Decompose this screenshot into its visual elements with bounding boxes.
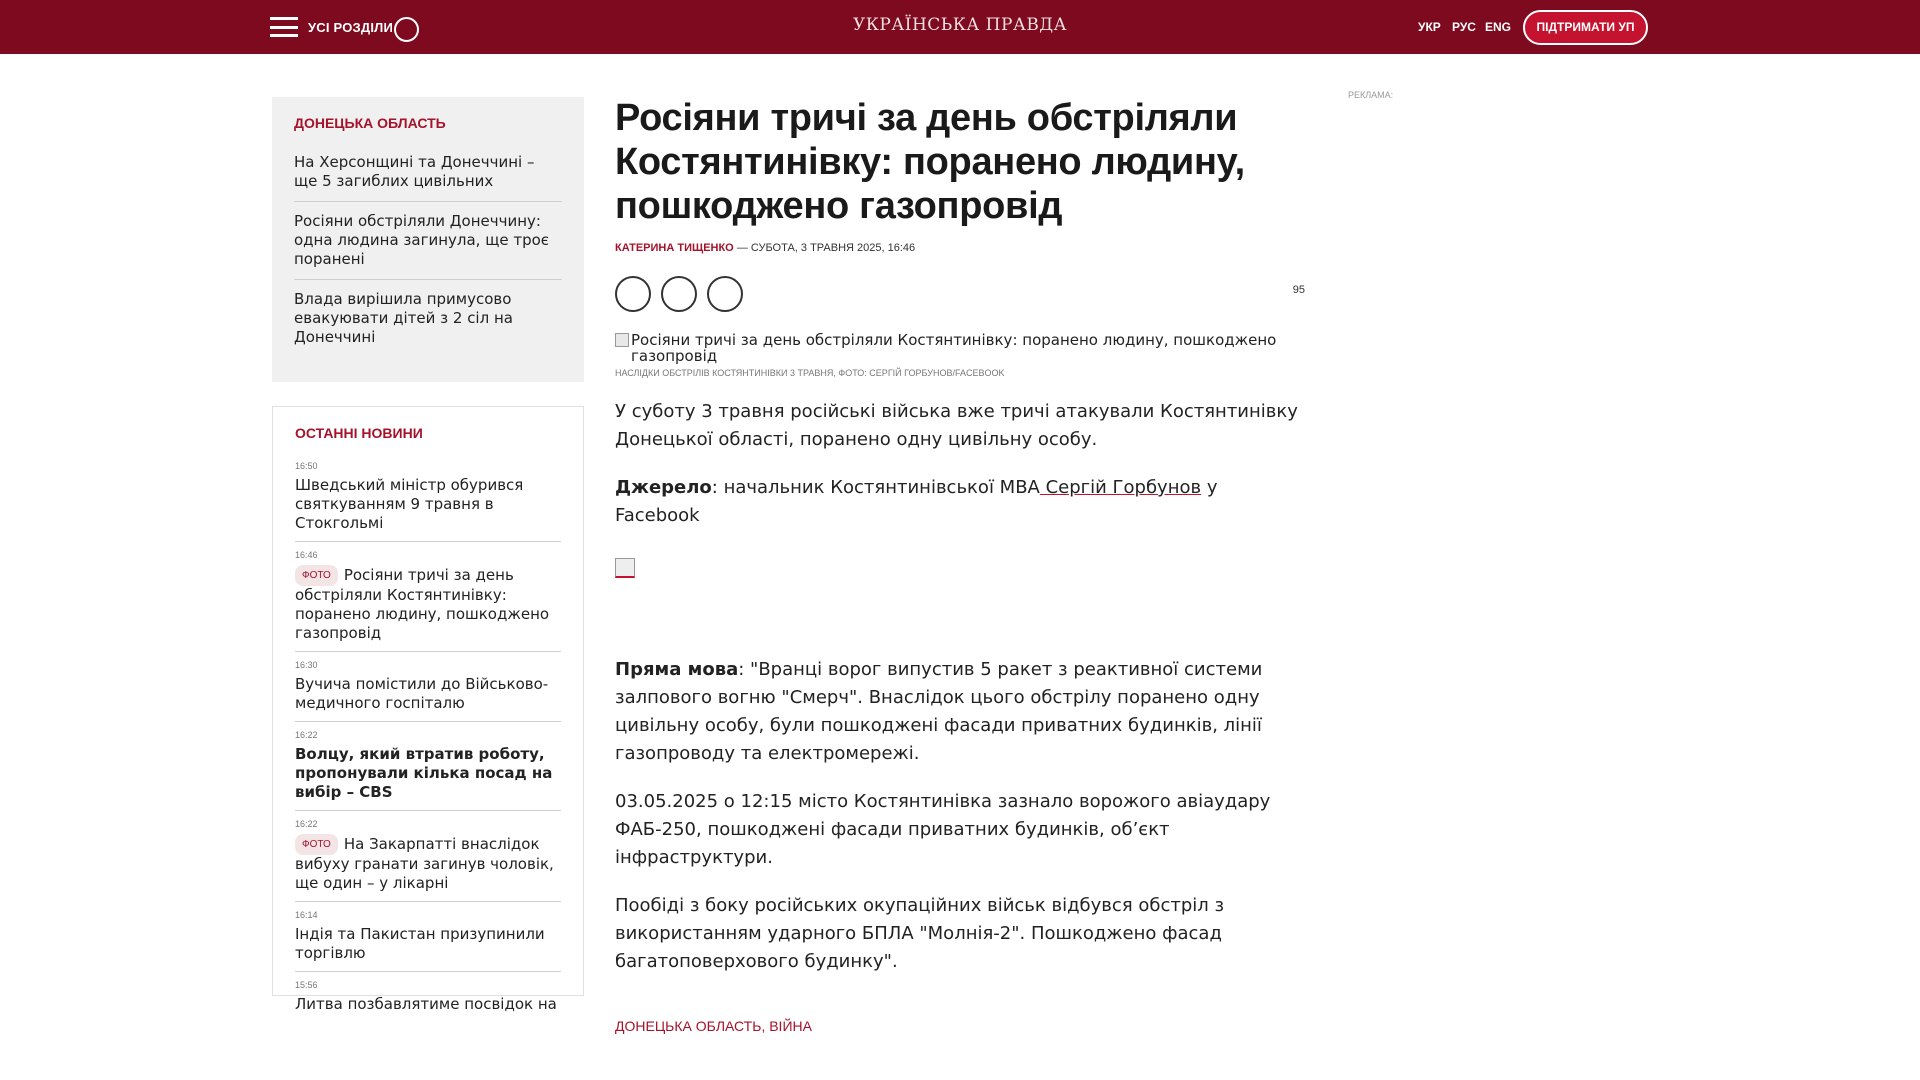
region-box-title[interactable]: ДОНЕЦЬКА ОБЛАСТЬ (294, 115, 446, 131)
lang-ukr[interactable]: УКР (1418, 20, 1441, 34)
facebook-share-icon[interactable] (615, 276, 651, 312)
region-news-box (272, 97, 584, 382)
embedded-post-image[interactable] (615, 558, 635, 578)
article-date: СУБОТА, 3 ТРАВНЯ 2025, 16:46 (750, 242, 916, 254)
source-tail: у Facebook (615, 477, 1218, 526)
latest-news-item[interactable] (295, 652, 561, 722)
news-time: 16:46 (295, 550, 318, 560)
article-lead: У суботу 3 травня російські війська вже тричі атакували Костянтинівку Донецької області, поранено одну цивільну особу. (615, 401, 1298, 450)
latest-news-item[interactable] (295, 902, 561, 972)
tag-separator: , (761, 1018, 770, 1034)
latest-news-item[interactable] (295, 453, 561, 542)
news-title[interactable]: Індія та Пакистан призупинили торгівлю (295, 925, 545, 962)
article-source (615, 474, 1305, 530)
tag-link[interactable]: ДОНЕЦЬКА ОБЛАСТЬ (615, 1018, 762, 1034)
site-logo[interactable]: УКРАЇНСЬКА ПРАВДА (852, 15, 1068, 35)
news-title-wrap[interactable] (295, 834, 561, 893)
photo-badge: ФОТО (295, 834, 338, 855)
source-label: Джерело (615, 477, 712, 498)
support-button[interactable]: ПІДТРИМАТИ УП (1523, 10, 1648, 45)
news-title-wrap[interactable] (295, 565, 561, 643)
article (615, 96, 1305, 1034)
embed-spacer (615, 578, 1305, 636)
tag-link[interactable]: ВІЙНА (769, 1018, 812, 1034)
news-time: 16:22 (295, 819, 318, 829)
latest-news-item[interactable] (295, 722, 561, 811)
share-bar (615, 276, 1305, 312)
article-paragraph: 03.05.2025 о 12:15 місто Костянтинівка зазнало ворожого авіаудару ФАБ-250, пошкоджені фасади приватних будинків, об’єкт інфраструктури. (615, 791, 1271, 868)
article-author[interactable]: КАТЕРИНА ТИЩЕНКО (615, 242, 734, 254)
byline-separator: — (736, 242, 751, 254)
photo-badge: ФОТО (295, 565, 338, 586)
all-sections-link[interactable]: УСІ РОЗДІЛИ (308, 20, 393, 35)
lang-rus[interactable]: РУС (1452, 20, 1476, 34)
article-byline (615, 242, 1305, 254)
region-news-item[interactable]: На Херсонщині та Донеччині – ще 5 загиблих цивільних (294, 143, 562, 202)
latest-news-item[interactable] (295, 811, 561, 902)
news-title[interactable]: Вучича помістили до Військово-медичного госпіталю (295, 675, 549, 712)
image-caption: НАСЛІДКИ ОБСТРІЛІВ КОСТЯНТИНІВКИ 3 ТРАВНЯ, ФОТО: СЕРГІЙ ГОРБУНОВ/FACEBOOK (615, 368, 1005, 378)
news-title[interactable]: Волцу, який втратив роботу, пропонували кілька посад на вибір – CBS (295, 745, 553, 801)
news-time: 15:56 (295, 980, 318, 990)
latest-news-item[interactable] (295, 972, 561, 1022)
source-link[interactable]: Сергій Горбунов (1039, 477, 1202, 498)
news-title[interactable]: Росіяни тричі за день обстріляли Костянтинівку: поранено людину, пошкоджено газопровід (295, 566, 550, 642)
quote-text: : "Вранці ворог випустив 5 ракет з реактивної системи залпового вогню "Смерч". Внаслідок цього обстрілу поранено одну цивільну особу, були пошкоджені фасади приватних будинків, лінії газопроводу та електромережі. (615, 659, 1263, 764)
news-time: 16:30 (295, 660, 318, 670)
latest-news-title[interactable]: ОСТАННІ НОВИНИ (295, 425, 423, 441)
article-main-image[interactable] (615, 332, 1305, 364)
view-count: 95 (1292, 284, 1305, 296)
quote-label: Пряма мова (615, 659, 739, 680)
news-title[interactable]: Литва позбавлятиме посвідок на (295, 995, 557, 1013)
region-news-item[interactable]: Росіяни обстріляли Донеччину: одна людина загинула, ще троє поранені (294, 202, 562, 280)
latest-news-box (272, 406, 584, 1013)
site-header (0, 0, 1920, 54)
article-title: Росіяни тричі за день обстріляли Костянтинівку: поранено людину, пошкоджено газопровід (615, 97, 1245, 227)
lang-eng[interactable]: ENG (1485, 20, 1512, 34)
article-quote (615, 656, 1305, 768)
news-time: 16:22 (295, 730, 318, 740)
news-time: 16:50 (295, 461, 318, 471)
region-news-item[interactable]: Влада вирішила примусово евакуювати дітей з 2 сіл на Донеччині (294, 290, 513, 346)
twitter-share-icon[interactable] (661, 276, 697, 312)
source-text: : начальник Костянтинівської МВА (711, 477, 1040, 498)
menu-icon[interactable] (270, 17, 298, 37)
latest-news-item[interactable] (295, 542, 561, 652)
search-icon[interactable] (394, 17, 419, 42)
ad-label: РЕКЛАМА: (1348, 90, 1394, 100)
news-title[interactable]: Шведський міністр обурився святкуванням 9 травня в Стокгольмі (295, 476, 524, 532)
article-tags (615, 1018, 1305, 1034)
telegram-share-icon[interactable] (707, 276, 743, 312)
image-alt-text: Росіяни тричі за день обстріляли Костянтинівку: поранено людину, пошкоджено газопровід (631, 331, 1277, 365)
article-paragraph: Пообіді з боку російських окупаційних військ відбувся обстріл з використанням ударного БПЛА "Молнія-2". Пошкоджено фасад багатоповерхового будинку". (615, 895, 1225, 972)
news-time: 16:14 (295, 910, 318, 920)
broken-image-icon (615, 333, 629, 347)
news-title[interactable]: На Закарпатті внаслідок вибуху гранати загинув чоловік, ще один – у лікарні (295, 835, 554, 892)
